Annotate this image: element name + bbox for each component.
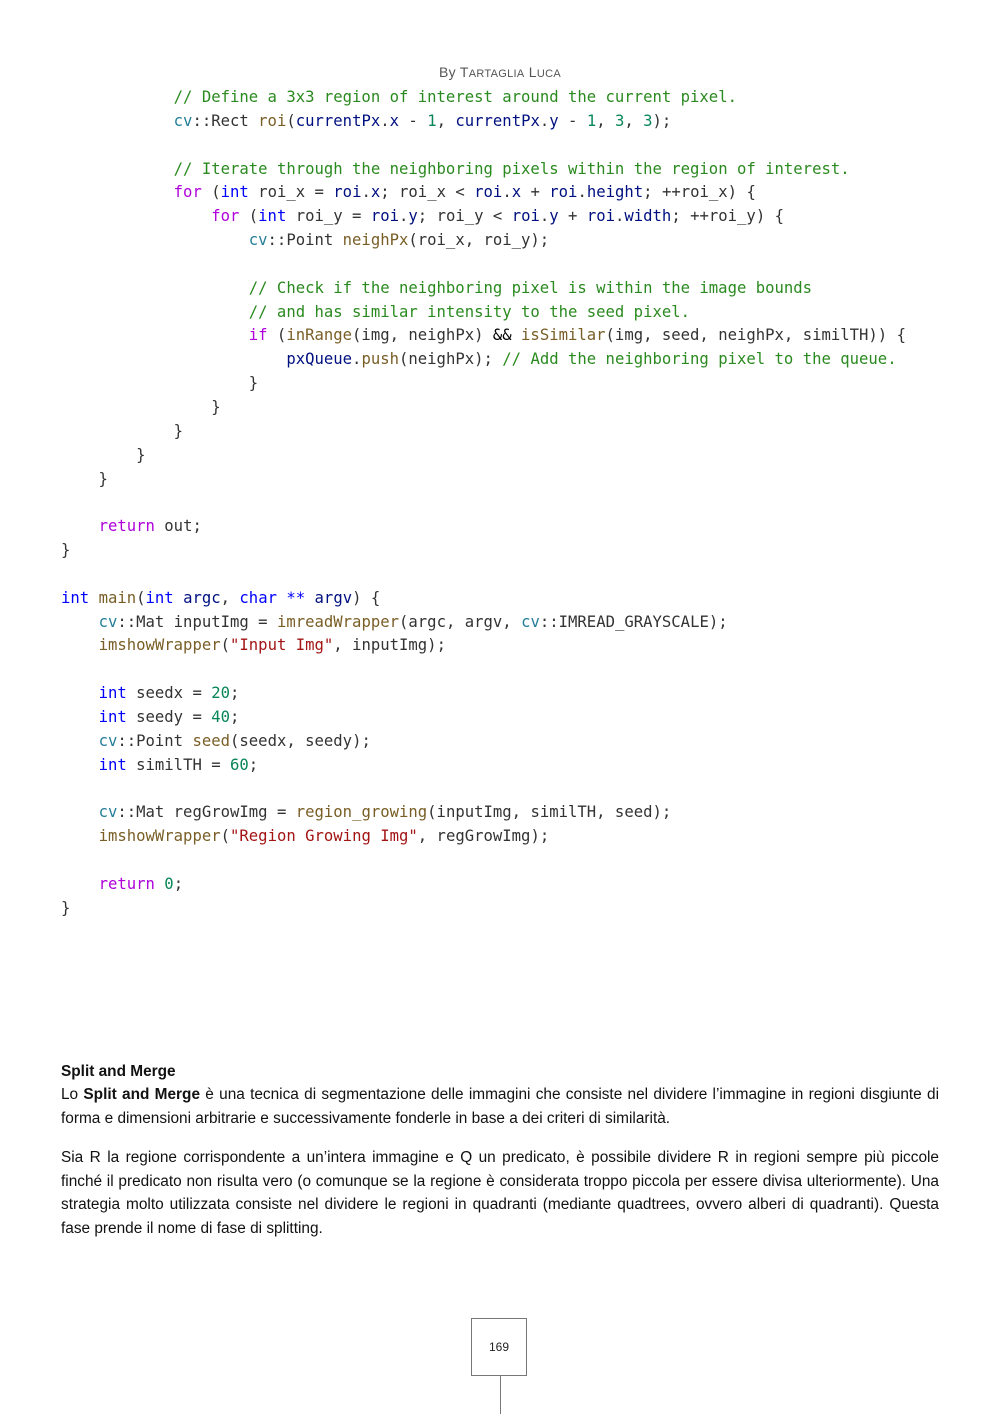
header-author-first: ARTAGLIA [468,68,525,80]
page-header [0,64,1000,80]
header-author-first-initial: T [459,64,469,80]
code-line: pxQueue.push(neighPx); // Add the neighboring pixel to the queue. [286,350,897,369]
code-line: // and has similar intensity to the seed pixel. [248,302,691,321]
code-line: imshowWrapper("Region Growing Img", regGrowImg); [98,827,550,846]
code-line [61,253,981,277]
code-line [61,849,981,873]
paragraph-intro: Lo Split and Merge è una tecnica di segmentazione delle immagini che consiste nel dividere l’immagine in regioni disgiunte di forma e dimensioni arbitrarie e successivamente fonderle in base a dei criteri di similarità. [61,1086,939,1127]
code-line: cv::Mat inputImg = imreadWrapper(argc, argv, cv::IMREAD_GRAYSCALE); [98,612,728,631]
code-line: cv::Point seed(seedx, seedy); [98,731,371,750]
code-line: } [61,374,259,393]
code-line: for (int roi_x = roi.x; roi_x < roi.x + roi.height; ++roi_x) { [173,183,756,202]
code-line: for (int roi_y = roi.y; roi_y < roi.y + roi.width; ++roi_y) { [211,207,784,226]
code-line: imshowWrapper("Input Img", inputImg); [98,636,446,655]
paragraph-splitting: Sia R la regione corrispondente a un’intera immagine e Q un predicato, è possibile dividere R in regioni sempre più piccole finché il predicato non risulta vero (o comunque se la regione è considerata troppo piccola per essere divisa ulteriormente). Una strategia molto utilizzata consiste nel dividere le regioni in quadranti (mediante quadtrees, ovvero alberi di quadranti). Questa fase prende il nome di fase di splitting. [61,1149,939,1237]
code-line: // Check if the neighboring pixel is within the image bounds [248,278,813,297]
code-line: } [61,898,71,917]
code-line: } [61,445,146,464]
code-line: } [61,397,221,416]
code-line: cv::Point neighPx(roi_x, roi_y); [248,231,550,250]
code-line [61,777,981,801]
page-number: 169 [488,1340,510,1354]
code-line: } [61,541,71,560]
code-line: cv::Mat regGrowImg = region_growing(inputImg, similTH, seed); [98,803,672,822]
code-line: if (inRange(img, neighPx) && isSimilar(img, seed, neighPx, similTH)) { [248,326,906,345]
code-block [61,86,981,921]
code-line: return 0; [98,874,184,893]
code-line: // Iterate through the neighboring pixels within the region of interest. [173,159,850,178]
code-line: cv::Rect roi(currentPx.x - 1, currentPx.y - 1, 3, 3); [173,111,672,130]
code-line: } [61,421,184,440]
code-line [61,658,981,682]
header-by: By [439,64,460,80]
code-line [61,563,981,587]
page-number-line [500,1376,501,1414]
code-line: int seedy = 40; [98,707,240,726]
code-line: } [61,469,108,488]
bold-term: Split and Merge [83,1086,201,1103]
code-line: int seedx = 20; [98,684,240,703]
code-line: // Define a 3x3 region of interest around the current pixel. [173,88,737,106]
code-line: return out; [98,517,202,536]
code-line [61,491,981,515]
page-number-box [471,1318,527,1376]
header-author-last-initial: L [528,64,537,80]
code-line: int main(int argc, char ** argv) { [61,588,381,607]
code-line [61,134,981,158]
section-title: Split and Merge [61,1063,176,1080]
code-line: int similTH = 60; [98,755,259,774]
header-author-last: UCA [536,68,561,80]
